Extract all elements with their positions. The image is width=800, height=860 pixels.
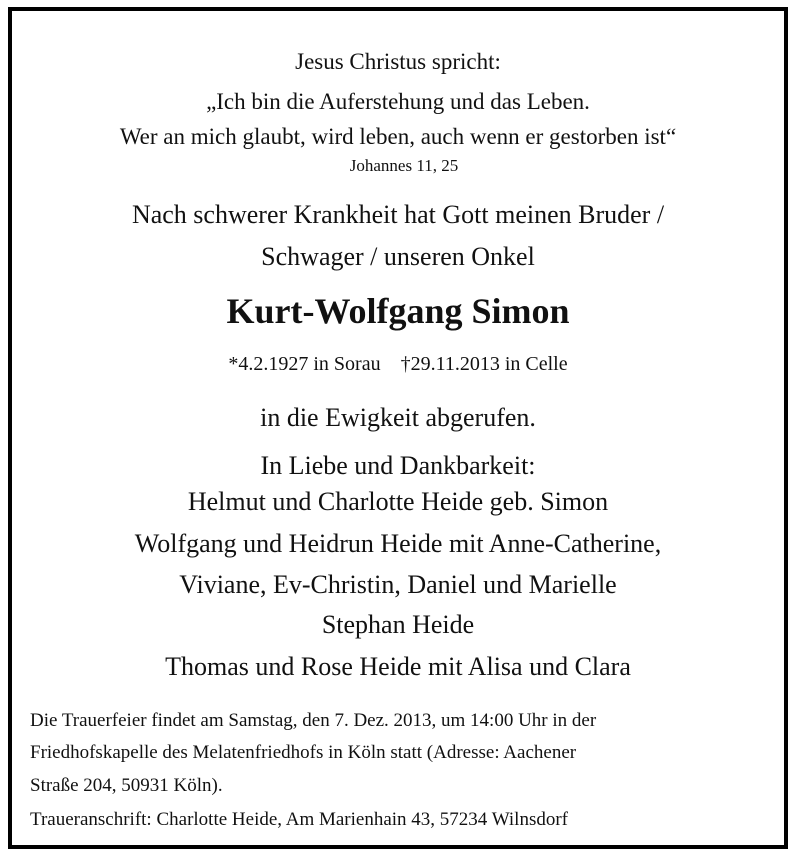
called-home-line: in die Ewigkeit abgerufen. (260, 403, 536, 432)
funeral-info-line: Friedhofskapelle des Melatenfriedhofs in Köln statt (Adresse: Aachener (30, 742, 577, 763)
funeral-info-line: Straße 204, 50931 Köln). (30, 775, 223, 796)
mourning-address: Traueranschrift: Charlotte Heide, Am Marienhain 43, 57234 Wilnsdorf (30, 809, 568, 830)
mourner-line: Wolfgang und Heidrun Heide mit Anne-Catherine, (134, 529, 662, 558)
announcement-line-1: Nach schwerer Krankheit hat Gott meinen Bruder / (131, 200, 665, 229)
birth-date: *4.2.1927 in Sorau (228, 353, 381, 375)
death-date: †29.11.2013 in Celle (400, 353, 568, 375)
announcement-line-2: Schwager / unseren Onkel (261, 242, 535, 271)
funeral-info-line: Die Trauerfeier findet am Samstag, den 7. Dez. 2013, um 14:00 Uhr in der (30, 710, 597, 731)
obituary-notice (8, 7, 788, 849)
deceased-name: Kurt-Wolfgang Simon (226, 291, 570, 331)
mourners-heading: In Liebe und Dankbarkeit: (260, 451, 536, 480)
mourner-line: Stephan Heide (321, 610, 475, 639)
quote-intro: Jesus Christus spricht: (295, 49, 501, 74)
life-dates (12, 351, 784, 377)
quote-line-2: Wer an mich glaubt, wird leben, auch wenn er gestorben ist“ (119, 124, 677, 149)
quote-source: Johannes 11, 25 (349, 156, 459, 175)
mourner-line: Thomas und Rose Heide mit Alisa und Clara (165, 652, 631, 681)
quote-line-1: „Ich bin die Auferstehung und das Leben. (206, 89, 590, 114)
mourner-line: Viviane, Ev-Christin, Daniel und Marielle (179, 570, 617, 599)
mourner-line: Helmut und Charlotte Heide geb. Simon (187, 487, 609, 516)
